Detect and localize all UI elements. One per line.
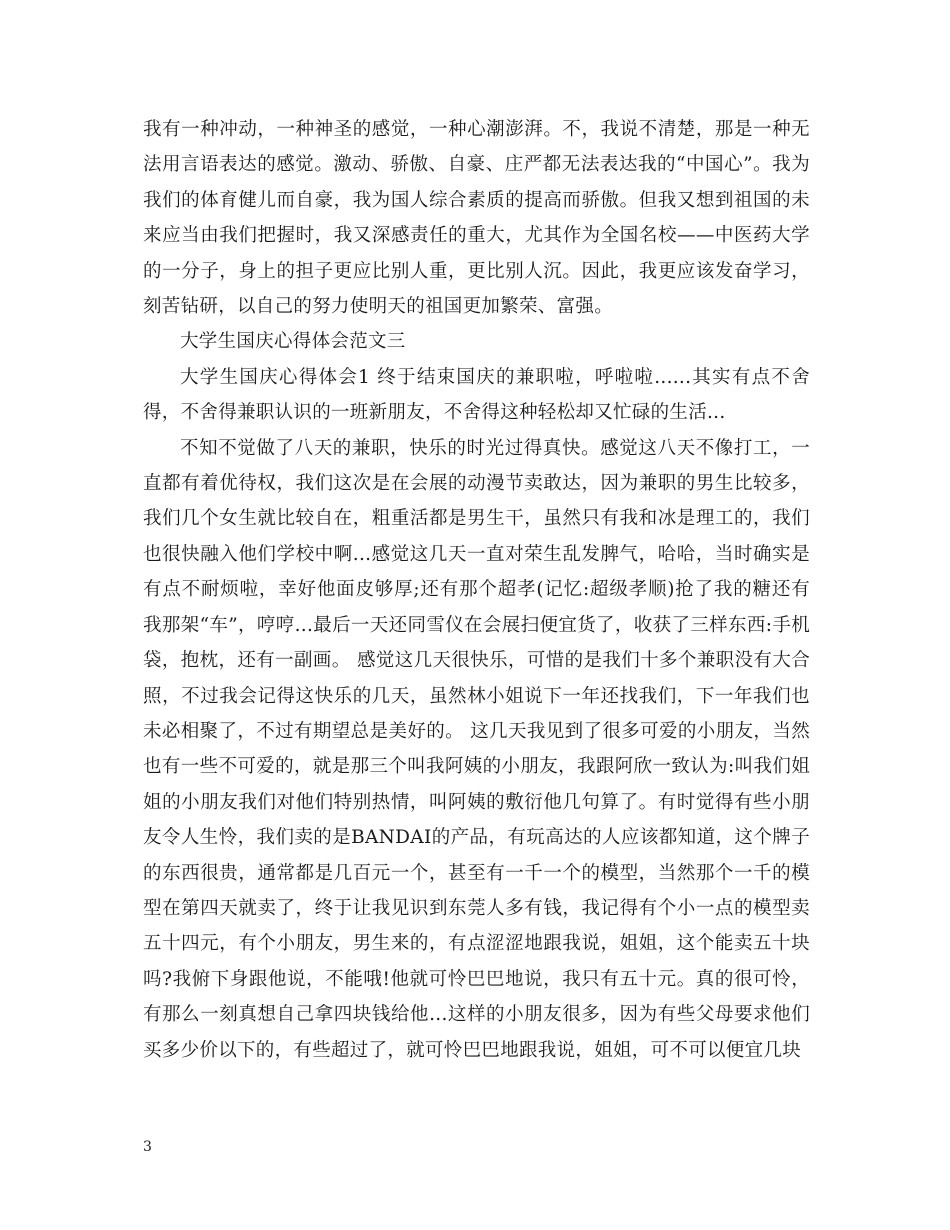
section-heading: 大学生国庆心得体会范文三 (180, 331, 406, 353)
paragraph-body-2: 大学生国庆心得体会1 终于结束国庆的兼职啦，呼啦啦......其实有点不舍得，不舍得兼职认识的一班新朋友，不舍得这种轻松却又忙碌的生活... (143, 366, 810, 424)
page-number: 3 (143, 1139, 152, 1155)
document-body (143, 112, 810, 1068)
paragraph-body-3: 不知不觉做了八天的兼职，快乐的时光过得真快。感觉这八天不像打工，一直都有着优待权，我们这次是在会展的动漫节卖敢达，因为兼职的男生比较多，我们几个女生就比较自在，粗重活都是男生干，虽然只有我和冰是理工的，我们也很快融入他们学校中啊...感觉这几天一直对荣生乱发脾气，哈哈，当时确实是有点不耐烦啦，幸好他面皮够厚;还有那个超孝(记忆:超级孝顺)抢了我的糖还有我那架“车”，哼哼...最后一天还同雪仪在会展扫便宜货了，收获了三样东西:手机袋，抱枕，还有一副画。 感觉这几天很快乐，可惜的是我们十多个兼职没有大合照，不过我会记得这快乐的几天，虽然林小姐说下一年还找我们，下一年我们也未必相聚了，不过有期望总是美好的。 这几天我见到了很多可爱的小朋友，当然也有一些不可爱的，就是那三个叫我阿姨的小朋友，我跟阿欣一致认为:叫我们姐姐的小朋友我们对他们特别热情，叫阿姨的敷衍他几句算了。有时觉得有些小朋友令人生怜，我们卖的是BANDAI的产品，有玩高达的人应该都知道，这个牌子的东西很贵，通常都是几百元一个，甚至有一千一个的模型，当然那个一千的模型在第四天就卖了，终于让我见识到东莞人多有钱，我记得有个小一点的模型卖五十四元，有个小朋友，男生来的，有点涩涩地跟我说，姐姐，这个能卖五十块吗?我俯下身跟他说，不能哦!他就可怜巴巴地说，我只有五十元。真的很可怜，有那么一刻真想自己拿四块钱给他...这样的小朋友很多，因为有些父母要求他们买多少价以下的，有些超过了，就可怜巴巴地跟我说，姐姐，可不可以便宜几块 (143, 437, 810, 1061)
paragraph-body-1: 我有一种冲动，一种神圣的感觉，一种心潮澎湃。不，我说不清楚，那是一种无法用言语表达的感觉。激动、骄傲、自豪、庄严都无法表达我的“中国心”。我为我们的体育健儿而自豪，我为国人综合素质的提高而骄傲。但我又想到祖国的未来应当由我们把握时，我又深感责任的重大，尤其作为全国名校——中医药大学的一分子，身上的担子更应比别人重，更比别人沉。因此，我更应该发奋学习，刻苦钻研，以自己的努力使明天的祖国更加繁荣、富强。 (143, 119, 810, 318)
